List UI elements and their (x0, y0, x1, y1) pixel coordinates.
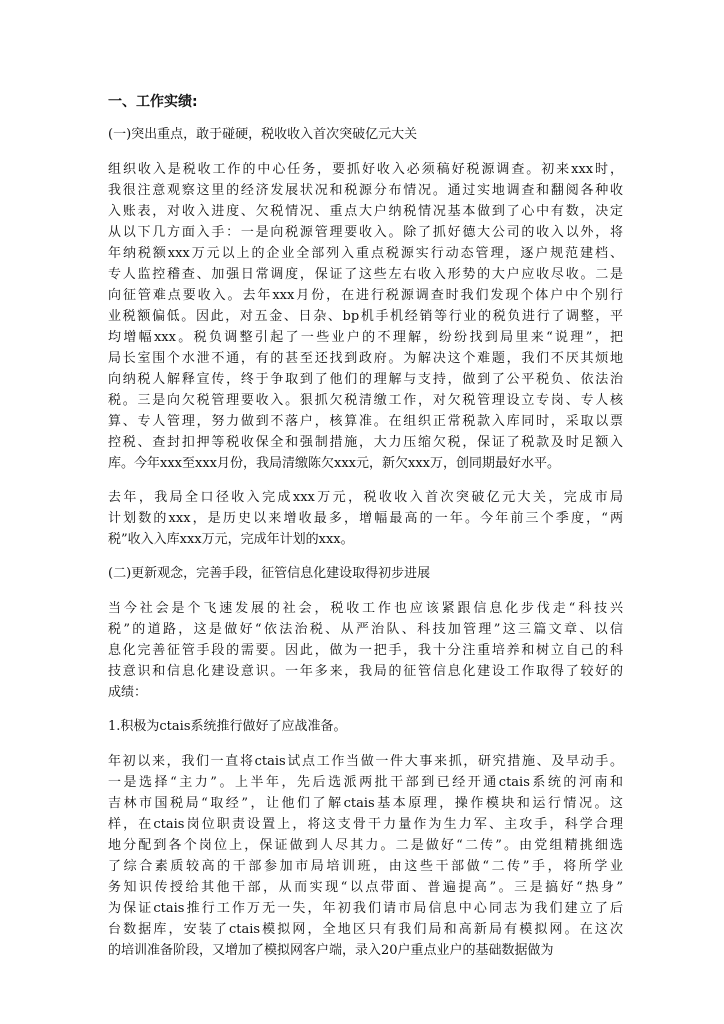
text-line: 吉林市国税局“取经”，让他们了解ctais基本原理，操作模块和运行情况。这 (108, 796, 623, 811)
text-line: 年纳税额xxx万元以上的企业全部列入重点税源实行动态管理，逐户规范建档、 (108, 246, 623, 261)
text-line: 税。三是向欠税管理要收入。狠抓欠税清缴工作，对欠税管理设立专岗、专人核 (108, 393, 623, 408)
text-line: 一是选择“主力”。上半年，先后选派两批干部到已经开通ctais系统的河南和 (108, 775, 623, 790)
text-line: 组织收入是税收工作的中心任务，要抓好收入必须稿好税源调查。初来xxx时， (108, 162, 623, 177)
text-line: 年初以来，我们一直将ctais试点工作当做一件大事来抓，研究措施、及早动手。 (108, 754, 623, 769)
text-line: 我很注意观察这里的经济发展状况和税源分布情况。通过实地调查和翻阅各种收 (108, 183, 623, 198)
text-line: 息化完善征管手段的需要。因此，做为一把手，我十分注重培养和树立自己的科 (108, 643, 623, 658)
text-line: 从以下几方面入手：一是向税源管理要收入。除了抓好德大公司的收入以外，将 (108, 225, 623, 240)
text-line: 控税、查封扣押等税收保全和强制措施，大力压缩欠税，保证了税款及时足额入 (108, 435, 623, 450)
text-line: 台数据库，安装了ctais模拟网，全地区只有我们局和高新局有模拟网。在这次 (108, 922, 623, 937)
text-line: 地分配到各个岗位上，保证做到人尽其力。二是做好“二传”。由党组精挑细选 (108, 838, 623, 853)
paragraph-4 (108, 751, 623, 961)
text-line: 的培训准备阶段，又增加了模拟网客户端，录入20户重点业户的基础数据做为 (108, 943, 554, 958)
text-line: 税”的道路，这是做好“依法治税、从严治队、科技加管理”这三篇文章、以信 (108, 622, 623, 637)
text-line: 计划数的xxx，是历史以来增收最多，增幅最高的一年。今年前三个季度，“两 (108, 511, 623, 526)
text-line: 技意识和信息化建设意识。一年多来，我局的征管信息化建设工作取得了较好的 (108, 664, 623, 679)
text-line: 局长室围个水泄不通，有的甚至还找到政府。为解决这个难题，我们不厌其烦地 (108, 351, 623, 366)
paragraph-3 (108, 598, 623, 703)
paragraph-1 (108, 159, 623, 474)
text-line: 入账表，对收入进度、欠税情况、重点大户纳税情况基本做到了心中有数，决定 (108, 204, 623, 219)
text-line: 样，在ctais岗位职责设置上，将这支骨干力量作为生力军、主攻手，科学合理 (108, 817, 623, 832)
subsection-title-3: 1.积极为ctais系统推行做好了应战准备。 (108, 719, 347, 734)
text-line: 算、专人管理，努力做到不落户，核算准。在组织正常税款入库同时，采取以票 (108, 414, 623, 429)
text-line: 向纳税人解释宣传，终于争取到了他们的理解与支持，做到了公平税负、依法治 (108, 372, 623, 387)
text-line: 均增幅xxx。税负调整引起了一些业户的不理解，纷纷找到局里来“说理”，把 (108, 330, 623, 345)
subsection-title-2: (二)更新观念，完善手段，征管信息化建设取得初步进展 (108, 566, 431, 581)
text-line: 专人监控稽查、加强日常调度，保证了这些左右收入形势的大户应收尽收。二是 (108, 267, 623, 282)
section-title: 一、工作实绩: (108, 94, 198, 110)
text-line: 库。今年xxx至xxx月份，我局清缴陈欠xxx元，新欠xxx万，创同期最好水平。 (108, 456, 560, 471)
text-line: 成绩： (108, 685, 148, 700)
text-line: 了综合素质较高的干部参加市局培训班，由这些干部做“二传”手，将所学业 (108, 859, 623, 874)
paragraph-2 (108, 487, 623, 550)
subsection-title-1: (一)突出重点，敢于碰硬，税收收入首次突破亿元大关 (108, 127, 418, 142)
text-line: 业税额偏低。因此，对五金、日杂、bp机手机经销等行业的税负进行了调整，平 (108, 309, 623, 324)
text-line: 务知识传授给其他干部，从而实现“以点带面、普遍提高”。三是搞好“热身” (108, 880, 623, 895)
document-page (108, 92, 623, 961)
text-line: 向征管难点要收入。去年xxx月份，在进行税源调查时我们发现个体户中个别行 (108, 288, 623, 303)
text-line: 当今社会是个飞速发展的社会，税收工作也应该紧跟信息化步伐走“科技兴 (108, 601, 623, 616)
text-line: 为保证ctais推行工作万无一失，年初我们请市局信息中心同志为我们建立了后 (108, 901, 623, 916)
text-line: 去年，我局全口径收入完成xxx万元，税收收入首次突破亿元大关，完成市局 (108, 490, 623, 505)
text-line: 税”收入入库xxx万元，完成年计划的xxx。 (108, 532, 354, 547)
